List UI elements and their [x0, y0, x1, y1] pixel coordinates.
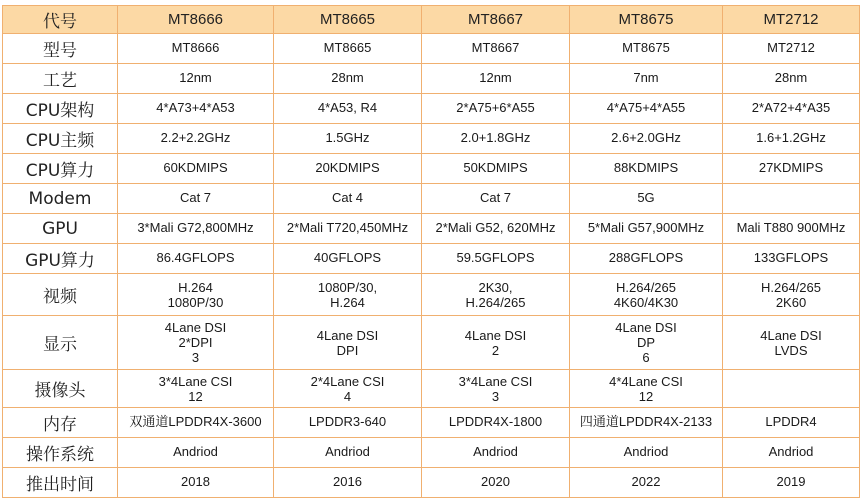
column-header: MT8665 [274, 6, 422, 34]
table-cell [274, 124, 422, 154]
cell-text: Cat 7 [179, 190, 212, 205]
table-cell [723, 408, 860, 438]
cell-text: 4*A73+4*A53 [156, 100, 235, 115]
cell-text: 4Lane DSI [464, 327, 527, 343]
table-cell [118, 154, 274, 184]
row-label: 视频 [3, 274, 118, 316]
table-cell [422, 214, 570, 244]
cell-text: 1.5GHz [325, 130, 370, 145]
cell-text: 3 [491, 388, 500, 404]
cell-text: 12 [638, 388, 654, 404]
cell-text: MT8667 [471, 40, 520, 55]
cell-text: 5G [637, 190, 655, 205]
table-cell [570, 468, 723, 498]
cell-text: LPDDR4X-1800 [448, 414, 543, 429]
table-cell [723, 468, 860, 498]
cell-text: 2022 [631, 474, 661, 489]
cell-text: 4Lane DSI [164, 320, 227, 335]
cell-text: Andriod [473, 444, 518, 459]
table-cell [118, 34, 274, 64]
cell-text: 12 [188, 388, 203, 404]
cell-text: 2*DPI [178, 335, 213, 350]
cell-text: 288GFLOPS [608, 250, 684, 265]
table-cell [723, 244, 860, 274]
cell-text: 60KDMIPS [163, 160, 228, 175]
table-cell [118, 370, 274, 408]
row-label: 工艺 [3, 64, 118, 94]
cell-text: 3*4Lane CSI [158, 373, 233, 389]
table-cell [723, 214, 860, 244]
cell-text: 2019 [776, 474, 806, 489]
table-cell [570, 438, 723, 468]
table-body [3, 34, 860, 498]
cell-text: MT8675 [622, 40, 670, 55]
table-cell [118, 316, 274, 370]
row-label: CPU算力 [3, 154, 118, 184]
cell-text: DP [636, 335, 656, 350]
table-cell [570, 64, 723, 94]
table-row [3, 154, 860, 184]
table-cell [422, 370, 570, 408]
table-cell [422, 124, 570, 154]
column-header: MT2712 [723, 6, 860, 34]
cell-text: 2018 [181, 474, 210, 489]
table-cell [422, 438, 570, 468]
table-cell [723, 438, 860, 468]
cell-text: 双通道LPDDR4X-3600 [129, 414, 262, 429]
table-row [3, 438, 860, 468]
cell-text: 20KDMIPS [315, 160, 380, 175]
table-cell [274, 244, 422, 274]
cell-text: 4Lane DSI [316, 327, 379, 343]
table-row [3, 124, 860, 154]
row-label: GPU [3, 214, 118, 244]
cell-text: 2*A72+4*A35 [751, 100, 831, 115]
cell-text: 4 [343, 388, 352, 404]
cell-text: Andriod [768, 444, 814, 459]
table-cell [723, 316, 860, 370]
table-cell [723, 94, 860, 124]
cell-text: 2*Mali G52, 620MHz [435, 220, 556, 235]
row-label: 操作系统 [3, 438, 118, 468]
cell-text: 4Lane DSI [615, 320, 677, 335]
table-cell [723, 154, 860, 184]
cell-text: 2.6+2.0GHz [611, 130, 681, 145]
table-cell [118, 438, 274, 468]
table-cell [274, 34, 422, 64]
header-row [3, 6, 860, 34]
cell-text: 2*4Lane CSI [310, 373, 385, 389]
row-label: 内存 [3, 408, 118, 438]
table-cell [274, 438, 422, 468]
table-cell [274, 64, 422, 94]
row-label: 型号 [3, 34, 118, 64]
table-cell [118, 184, 274, 214]
table-cell [422, 184, 570, 214]
cell-text: Andriod [623, 444, 669, 459]
cell-text: LPDDR3-640 [308, 414, 387, 429]
table-row [3, 468, 860, 498]
table-cell [570, 214, 723, 244]
cell-text: Cat 7 [479, 190, 512, 205]
table-row [3, 316, 860, 370]
table-cell [422, 94, 570, 124]
cell-text: 2*A75+6*A55 [456, 100, 535, 115]
table-cell [118, 244, 274, 274]
table-cell [422, 64, 570, 94]
cell-text: 1080P/30, [317, 279, 378, 295]
table-cell [422, 468, 570, 498]
table-cell [422, 274, 570, 316]
cell-text: 28nm [331, 70, 364, 85]
table-row [3, 274, 860, 316]
cell-text: 12nm [179, 70, 212, 85]
cell-text: Mali T880 900MHz [736, 220, 846, 235]
cell-text: LVDS [774, 342, 808, 358]
table-cell [570, 94, 723, 124]
table-cell [118, 64, 274, 94]
cell-text: H.264/265 [761, 279, 821, 295]
spec-table [2, 5, 860, 498]
table-cell [422, 244, 570, 274]
table-cell [118, 408, 274, 438]
cell-text: 2020 [481, 474, 510, 489]
cell-text: 4*A53, R4 [317, 100, 378, 115]
cell-text: 59.5GFLOPS [456, 250, 535, 265]
cell-text: H.264/265 [465, 294, 526, 310]
table-cell [118, 214, 274, 244]
cell-text: 4*4Lane CSI [609, 373, 683, 389]
cell-text: 5*Mali G57,900MHz [587, 220, 705, 235]
cell-text: MT8666 [171, 40, 220, 55]
table-row [3, 244, 860, 274]
table-row [3, 370, 860, 408]
table-cell [274, 94, 422, 124]
cell-text: H.264 [330, 294, 365, 310]
cell-text: 133GFLOPS [753, 250, 829, 265]
cell-text: 2016 [333, 474, 362, 489]
table-cell [274, 316, 422, 370]
column-header: MT8666 [118, 6, 274, 34]
row-label: GPU算力 [3, 244, 118, 274]
table-cell [274, 370, 422, 408]
table-cell [274, 274, 422, 316]
cell-text: LPDDR4 [765, 414, 817, 429]
cell-text: 2K30, [478, 279, 513, 295]
cell-text: 3*4Lane CSI [458, 373, 533, 389]
row-label: 摄像头 [3, 370, 118, 408]
column-header: MT8667 [422, 6, 570, 34]
cell-text: 27KDMIPS [758, 160, 824, 175]
table-cell [118, 94, 274, 124]
row-label: CPU架构 [3, 94, 118, 124]
column-header: MT8675 [570, 6, 723, 34]
cell-text: 3*Mali G72,800MHz [137, 220, 254, 235]
cell-text: 40GFLOPS [313, 250, 382, 265]
table-cell [422, 34, 570, 64]
table-row [3, 408, 860, 438]
row-label: CPU主频 [3, 124, 118, 154]
cell-text: Andriod [325, 444, 370, 459]
cell-text: 3 [191, 350, 200, 365]
table-cell [570, 34, 723, 64]
table-cell [723, 124, 860, 154]
table-cell [570, 316, 723, 370]
cell-text: 50KDMIPS [463, 160, 528, 175]
table-cell [570, 274, 723, 316]
cell-text: 2*Mali T720,450MHz [286, 220, 409, 235]
table-cell [422, 154, 570, 184]
table-cell [723, 370, 860, 408]
table-row [3, 94, 860, 124]
cell-text: 7nm [633, 70, 659, 85]
table-cell [723, 64, 860, 94]
table-cell [570, 154, 723, 184]
cell-text: 四通道LPDDR4X-2133 [579, 414, 713, 429]
cell-text: DPI [336, 342, 359, 358]
table-cell [274, 154, 422, 184]
cell-text: 4*A75+4*A55 [606, 100, 686, 115]
table-cell [422, 408, 570, 438]
table-cell [570, 370, 723, 408]
table-cell [118, 124, 274, 154]
cell-text: 2.2+2.2GHz [160, 130, 231, 145]
table-cell [723, 34, 860, 64]
table-cell [422, 316, 570, 370]
table-cell [274, 184, 422, 214]
cell-text: 12nm [479, 70, 512, 85]
table-row [3, 184, 860, 214]
table-cell [723, 184, 860, 214]
table-cell [570, 244, 723, 274]
header-label: 代号 [3, 6, 118, 34]
cell-text: 2K60 [775, 294, 807, 310]
table-cell [118, 274, 274, 316]
table-row [3, 64, 860, 94]
row-label: 显示 [3, 316, 118, 370]
cell-text: 6 [642, 350, 650, 365]
table-cell [570, 408, 723, 438]
table-row [3, 214, 860, 244]
cell-text: 86.4GFLOPS [156, 250, 235, 265]
table-cell [723, 274, 860, 316]
table-cell [118, 468, 274, 498]
table-cell [274, 468, 422, 498]
table-cell [570, 184, 723, 214]
cell-text: 2 [491, 342, 500, 358]
cell-text: 1080P/30 [167, 294, 224, 310]
cell-text: 88KDMIPS [613, 160, 679, 175]
cell-text: Cat 4 [331, 190, 364, 205]
row-label: Modem [3, 184, 118, 214]
table-cell [274, 214, 422, 244]
table-row [3, 34, 860, 64]
cell-text: 1.6+1.2GHz [756, 130, 826, 145]
cell-text: 2.0+1.8GHz [460, 130, 531, 145]
cell-text: Andriod [173, 444, 218, 459]
table-cell [570, 124, 723, 154]
table-cell [274, 408, 422, 438]
cell-text: H.264 [178, 279, 213, 295]
cell-text: H.264/265 [616, 279, 676, 295]
cell-text: 4K60/4K30 [613, 294, 679, 310]
cell-text: MT8665 [323, 40, 372, 55]
cell-text: 28nm [774, 70, 808, 85]
cell-text: MT2712 [767, 40, 815, 55]
cell-text: 4Lane DSI [760, 327, 822, 343]
row-label: 推出时间 [3, 468, 118, 498]
